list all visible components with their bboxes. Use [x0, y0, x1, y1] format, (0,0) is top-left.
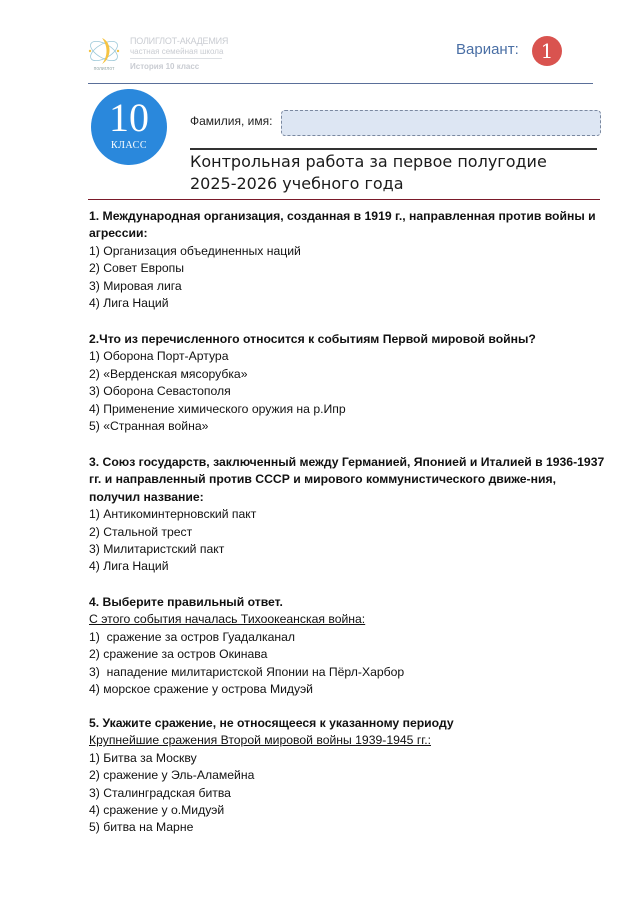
question-3 — [89, 454, 609, 576]
answer-option: 3) нападение милитаристской Японии на Пёрл-Харбор — [89, 664, 405, 679]
question-4 — [89, 594, 609, 698]
answer-option: 4) морское сражение у острова Мидуэй — [89, 682, 313, 697]
answer-option: 3) Милитаристский пакт — [89, 542, 225, 557]
variant-label: Вариант: — [456, 41, 519, 58]
answer-option: 1) Оборона Порт-Артура — [89, 349, 229, 364]
answer-option: 4) сражение у о.Мидуэй — [89, 803, 225, 818]
course-name: История 10 класс — [130, 62, 200, 71]
answer-option: 2) сражение за остров Окинава — [89, 647, 268, 662]
name-field-label: Фамилия, имя: — [190, 114, 273, 128]
grade-number: 10 — [109, 95, 149, 140]
answer-option: 1) сражение за остров Гуадалканал — [89, 629, 296, 644]
answer-option: 3) Оборона Севастополя — [89, 384, 231, 399]
answer-option: 1) Антикоминтерновский пакт — [89, 507, 257, 522]
question-text: 2.Что из перечисленного относится к событиям Первой мировой войны? — [89, 332, 536, 346]
question-text: 5. Укажите сражение, не относящееся к указанному периоду — [89, 716, 454, 730]
answer-option: 3) Сталинградская битва — [89, 785, 231, 800]
question-text: 4. Выберите правильный ответ. — [89, 595, 283, 609]
question-subtitle: С этого события началась Тихоокеанская война: — [89, 612, 366, 627]
grade-word: КЛАСС — [110, 140, 147, 151]
name-input[interactable] — [281, 110, 601, 136]
answer-option: 5) битва на Марне — [89, 820, 194, 835]
question-text: 3. Союз государств, заключенный между Германией, Японией и Италией в 1936-1937 гг. и направленный против СССР и мирового коммунистического движе-ния, получил название: — [89, 455, 605, 504]
answer-option: 1) Битва за Москву — [89, 750, 197, 765]
logo-caption: полиглот — [93, 66, 115, 72]
brand-divider — [130, 58, 222, 59]
title-top-divider — [190, 148, 597, 150]
question-2 — [89, 331, 609, 435]
brand-name: ПОЛИГЛОТ-АКАДЕМИЯ — [130, 36, 229, 46]
question-subtitle: Крупнейшие сражения Второй мировой войны 1939-1945 гг.: — [89, 733, 431, 748]
answer-option: 5) «Странная война» — [89, 419, 209, 434]
answer-option: 4) Лига Наций — [89, 296, 169, 311]
grade-badge — [91, 89, 167, 165]
header-divider — [88, 83, 593, 84]
page-title — [190, 151, 610, 195]
answer-option: 2) «Верденская мясорубка» — [89, 366, 248, 381]
answer-option: 4) Применение химического оружия на р.Ипр — [89, 401, 346, 416]
title-bottom-divider — [88, 199, 600, 200]
answer-option: 2) Стальной трест — [89, 524, 193, 539]
answer-option: 2) Совет Европы — [89, 261, 185, 276]
answer-option: 2) сражение у Эль-Аламейна — [89, 768, 255, 783]
answer-option: 4) Лига Наций — [89, 559, 169, 574]
brand-subtitle: частная семейная школа — [130, 47, 224, 56]
question-1 — [89, 208, 609, 312]
answer-option: 1) Организация объединенных наций — [89, 243, 301, 258]
title-line-2: 2025-2026 учебного года — [190, 174, 404, 193]
variant-number-badge: 1 — [532, 36, 562, 66]
question-text: 1. Международная организация, созданная в 1919 г., направленная против войны и агрессии: — [89, 209, 596, 241]
answer-option: 3) Мировая лига — [89, 278, 182, 293]
title-line-1: Контрольная работа за первое полугодие — [190, 152, 547, 171]
question-5 — [89, 715, 609, 837]
